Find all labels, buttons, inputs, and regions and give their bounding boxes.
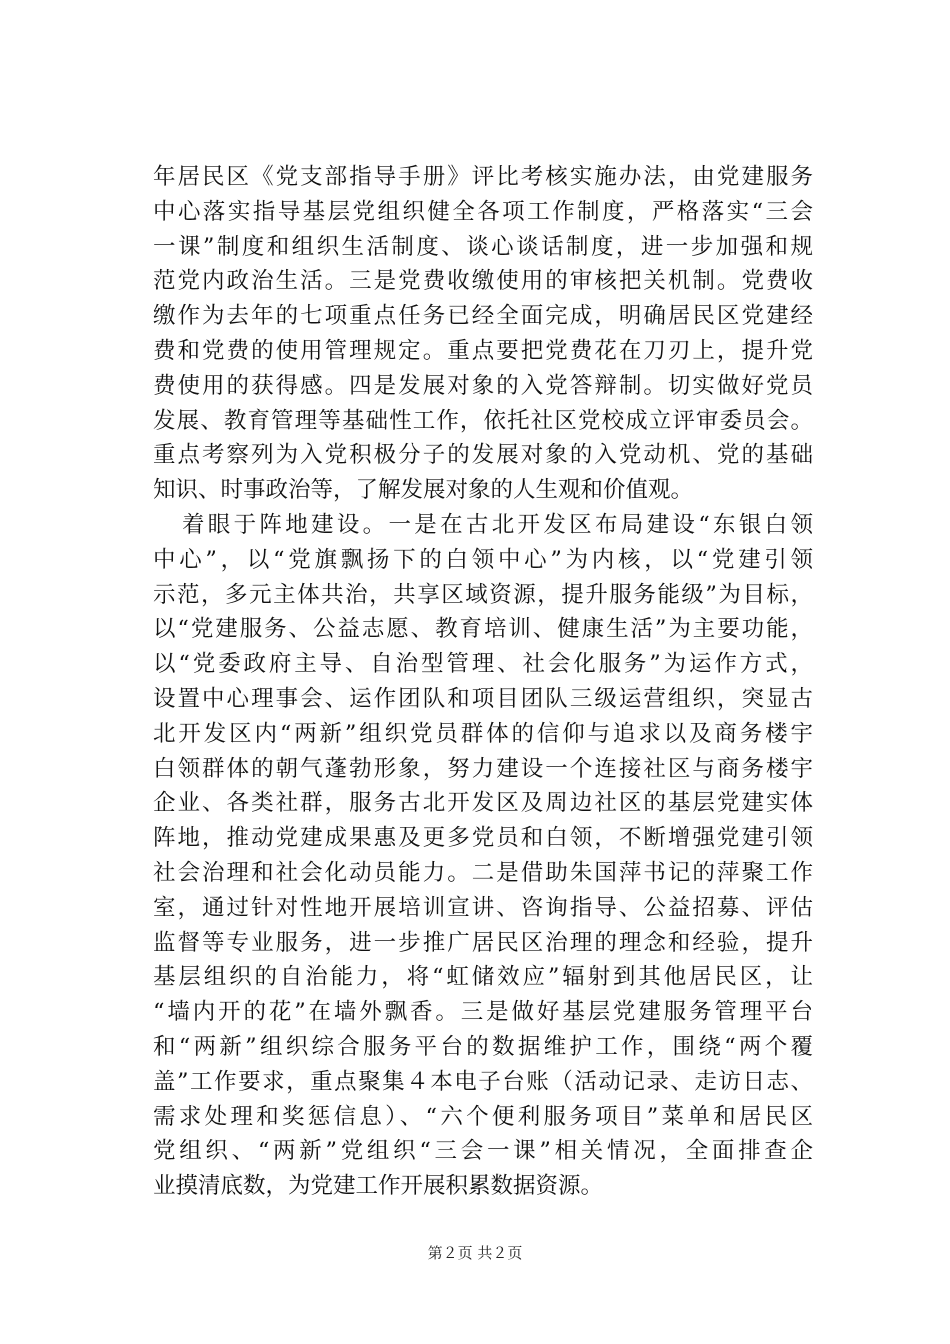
text-line: 阵地，推动党建成果惠及更多党员和白领，不断增强党建引领 xyxy=(153,825,813,852)
paragraph xyxy=(153,508,813,1204)
text-line: 中心落实指导基层党组织健全各项工作制度，严格落实“三会 xyxy=(153,198,813,225)
text-line: 需求处理和奖惩信息）、“六个便利服务项目”菜单和居民区 xyxy=(153,1103,813,1130)
text-line: “墙内开的花”在墙外飘香。三是做好基层党建服务管理平台 xyxy=(153,999,813,1026)
text-line: 重点考察列为入党积极分子的发展对象的入党动机、党的基础 xyxy=(153,442,813,469)
text-line: 基层组织的自治能力，将“虹储效应”辐射到其他居民区，让 xyxy=(153,964,813,991)
page-footer: 第２页 共２页 xyxy=(427,1244,523,1262)
document-body xyxy=(153,160,813,1204)
text-line: 北开发区内“两新”组织党员群体的信仰与追求以及商务楼宇 xyxy=(153,720,813,747)
text-line: 社会治理和社会化动员能力。二是借助朱国萍书记的萍聚工作 xyxy=(153,859,813,886)
text-line: 党组织、“两新”党组织“三会一课”相关情况，全面排查企 xyxy=(153,1138,813,1165)
paragraph xyxy=(153,160,813,508)
text-line: 中心”，以“党旗飘扬下的白领中心”为内核，以“党建引领 xyxy=(153,546,813,573)
text-line: 知识、时事政治等，了解发展对象的人生观和价值观。 xyxy=(153,477,694,504)
text-line: 费和党费的使用管理规定。重点要把党费花在刀刃上，提升党 xyxy=(153,337,813,364)
text-line: 白领群体的朝气蓬勃形象，努力建设一个连接社区与商务楼宇 xyxy=(153,755,813,782)
text-line: 监督等专业服务，进一步推广居民区治理的理念和经验，提升 xyxy=(153,929,813,956)
text-line: 室，通过针对性地开展培训宣讲、咨询指导、公益招募、评估 xyxy=(153,894,813,921)
text-line: 着眼于阵地建设。一是在古北开发区布局建设“东银白领 xyxy=(182,511,813,538)
text-line: 业摸清底数，为党建工作开展积累数据资源。 xyxy=(153,1173,604,1200)
text-line: 缴作为去年的七项重点任务已经全面完成，明确居民区党建经 xyxy=(153,303,813,330)
text-line: 年居民区《党支部指导手册》评比考核实施办法，由党建服务 xyxy=(153,164,813,190)
text-line: 以“党委政府主导、自治型管理、社会化服务”为运作方式， xyxy=(153,651,813,678)
text-line: 费使用的获得感。四是发展对象的入党答辩制。切实做好党员 xyxy=(153,372,813,399)
text-line: 设置中心理事会、运作团队和项目团队三级运营组织，突显古 xyxy=(153,685,813,712)
text-line: 和“两新”组织综合服务平台的数据维护工作，围绕“两个覆 xyxy=(153,1033,813,1060)
text-line: 一课”制度和组织生活制度、谈心谈话制度，进一步加强和规 xyxy=(153,233,813,260)
text-line: 盖”工作要求，重点聚集４本电子台账（活动记录、走访日志、 xyxy=(153,1068,813,1095)
text-line: 发展、教育管理等基础性工作，依托社区党校成立评审委员会。 xyxy=(153,407,813,434)
text-line: 以“党建服务、公益志愿、教育培训、健康生活”为主要功能， xyxy=(153,616,813,643)
text-line: 范党内政治生活。三是党费收缴使用的审核把关机制。党费收 xyxy=(153,268,813,295)
text-line: 示范，多元主体共治，共享区域资源，提升服务能级”为目标， xyxy=(153,581,813,608)
text-line: 企业、各类社群，服务古北开发区及周边社区的基层党建实体 xyxy=(153,790,813,817)
